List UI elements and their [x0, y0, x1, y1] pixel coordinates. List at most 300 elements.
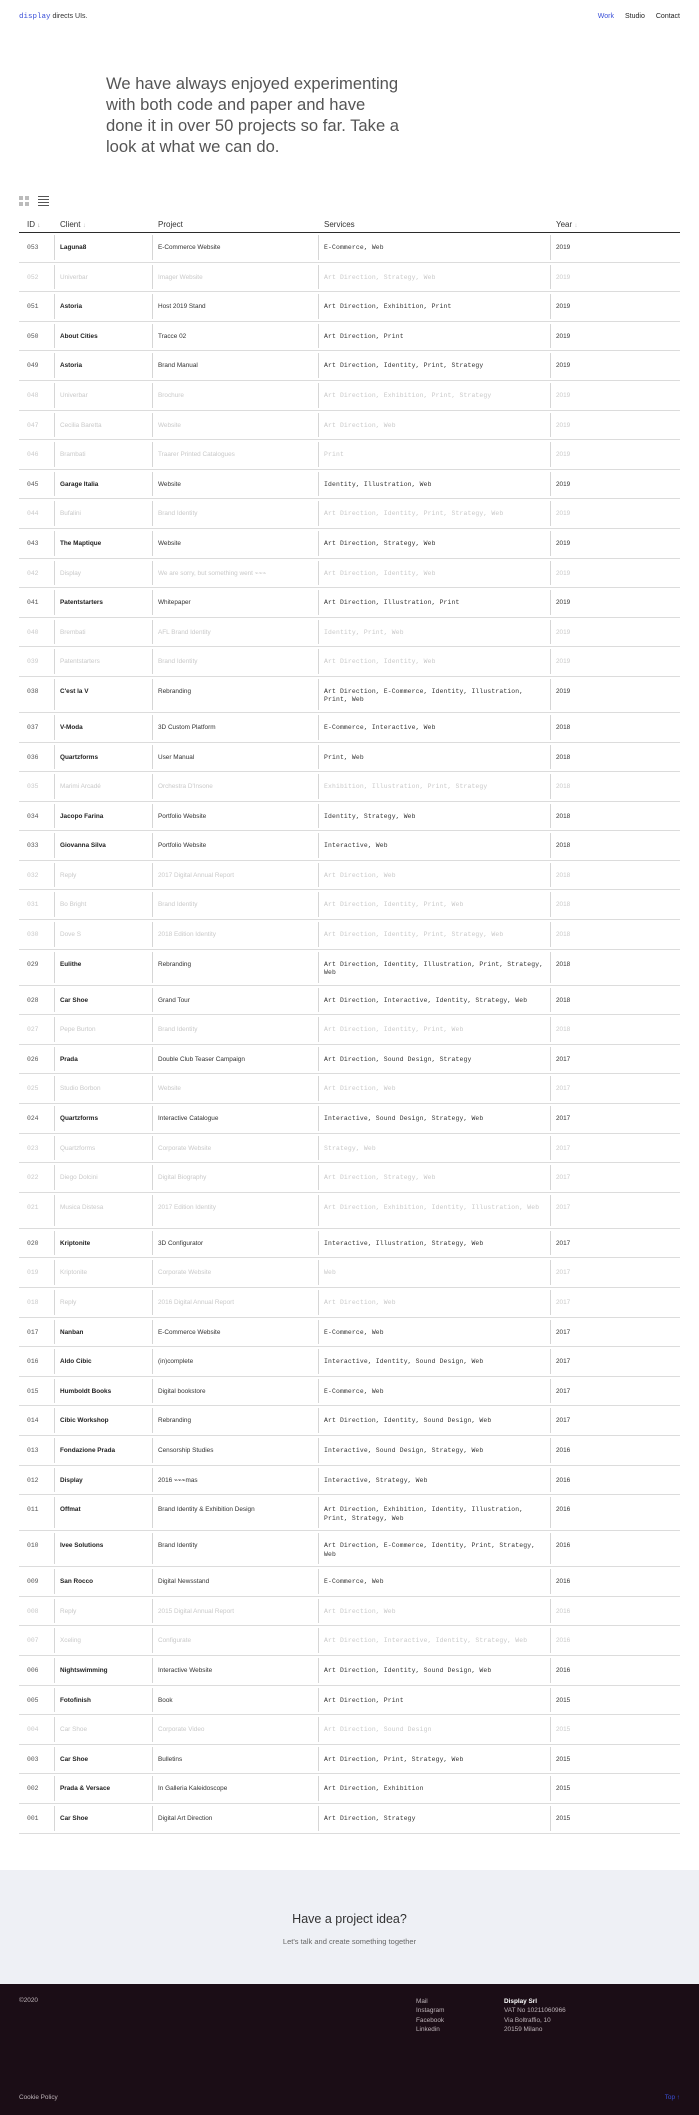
cell-project: In Galleria Kaleidoscope	[158, 1785, 228, 1793]
cell-services: Art Direction, Exhibition	[324, 1785, 424, 1793]
cell-project: AFL Brand Identity	[158, 628, 211, 636]
cell-services: Interactive, Identity, Sound Design, Web	[324, 1358, 484, 1366]
column-divider	[550, 1017, 551, 1042]
table-row[interactable]	[19, 743, 680, 773]
column-divider	[54, 774, 55, 799]
column-divider	[318, 620, 319, 645]
column-divider	[152, 774, 153, 799]
column-divider	[152, 1747, 153, 1772]
cell-id: 026	[27, 1055, 39, 1063]
cell-id: 050	[27, 332, 39, 340]
cell-id: 034	[27, 812, 39, 820]
column-divider	[318, 1136, 319, 1161]
table-body	[19, 233, 680, 1834]
cell-year: 2018	[556, 1026, 571, 1034]
table-row[interactable]	[19, 322, 680, 352]
table-row[interactable]	[19, 713, 680, 743]
cell-id: 030	[27, 931, 39, 939]
table-row[interactable]	[19, 1495, 680, 1531]
table-row[interactable]	[19, 772, 680, 802]
table-row[interactable]	[19, 986, 680, 1016]
cell-id: 022	[27, 1174, 39, 1182]
table-row[interactable]	[19, 1134, 680, 1164]
column-divider	[550, 1106, 551, 1131]
cell-client: Aldo Cibic	[60, 1358, 92, 1366]
cell-id: 043	[27, 539, 39, 547]
column-divider	[54, 1379, 55, 1404]
cell-id: 018	[27, 1299, 39, 1306]
table-row[interactable]	[19, 1804, 680, 1834]
cell-client: Car Shoe	[60, 1755, 89, 1763]
column-divider	[318, 804, 319, 829]
cell-services: Art Direction, Sound Design, Strategy	[324, 1055, 472, 1063]
column-divider	[550, 442, 551, 467]
nav-studio[interactable]: Studio	[625, 13, 645, 20]
column-divider	[152, 1165, 153, 1190]
table-row[interactable]	[19, 1626, 680, 1656]
cell-id: 039	[27, 658, 39, 666]
column-divider	[550, 265, 551, 290]
table-row[interactable]	[19, 802, 680, 832]
column-divider	[54, 1106, 55, 1131]
cell-project: Book	[158, 1696, 173, 1704]
column-divider	[54, 1776, 55, 1801]
column-divider	[318, 1076, 319, 1101]
cell-id: 027	[27, 1026, 39, 1034]
cell-client: Marimi Arcadé	[60, 783, 101, 791]
column-divider	[54, 1747, 55, 1772]
cell-id: 041	[27, 599, 39, 607]
cell-services: Art Direction, Identity, Web	[324, 569, 436, 577]
column-divider	[152, 745, 153, 770]
cell-id: 011	[27, 1506, 39, 1514]
table-row[interactable]	[19, 351, 680, 381]
cell-id: 052	[27, 273, 39, 281]
nav-contact[interactable]: Contact	[655, 13, 680, 20]
cell-services: Interactive, Web	[324, 842, 388, 850]
table-row[interactable]	[19, 831, 680, 861]
column-divider	[318, 1047, 319, 1072]
cell-client: Offmat	[60, 1506, 81, 1514]
table-row[interactable]	[19, 647, 680, 677]
table-row[interactable]	[19, 1104, 680, 1134]
cell-year: 2019	[556, 362, 571, 370]
column-divider	[152, 1320, 153, 1345]
column-divider	[152, 1628, 153, 1653]
column-divider	[550, 1076, 551, 1101]
cell-id: 016	[27, 1358, 39, 1366]
cell-services: Art Direction, Strategy, Web	[324, 1174, 436, 1182]
column-divider	[318, 1806, 319, 1831]
column-divider	[318, 1165, 319, 1190]
column-divider	[54, 988, 55, 1013]
column-divider	[550, 774, 551, 799]
table-row[interactable]	[19, 263, 680, 293]
table-row[interactable]	[19, 559, 680, 589]
cell-year: 2016	[556, 1506, 571, 1514]
column-divider	[550, 1658, 551, 1683]
column-divider	[550, 413, 551, 438]
sort-arrow-icon[interactable]: ↓	[82, 223, 86, 229]
column-divider	[152, 1349, 153, 1374]
company-name: Display Srl	[504, 1998, 538, 2005]
column-divider	[54, 1497, 55, 1528]
table-row[interactable]	[19, 677, 680, 713]
cell-client: Fondazione Prada	[60, 1446, 116, 1454]
footer-link-mail[interactable]: Mail	[416, 1998, 428, 2005]
col-year-header[interactable]: Year ↓	[556, 220, 578, 229]
column-divider	[152, 1688, 153, 1713]
footer	[0, 1984, 699, 2115]
cell-year: 2015	[556, 1696, 571, 1704]
column-divider	[550, 472, 551, 497]
table-row[interactable]	[19, 1567, 680, 1597]
column-divider	[54, 892, 55, 917]
table-row[interactable]	[19, 1715, 680, 1745]
cell-services: Art Direction, Exhibition, Identity, Illustration, Print, Strategy, Web	[324, 1506, 524, 1522]
column-divider	[318, 324, 319, 349]
view-toggles	[19, 196, 49, 207]
table-row[interactable]	[19, 1597, 680, 1627]
column-divider	[54, 620, 55, 645]
column-divider	[318, 1776, 319, 1801]
column-divider	[54, 353, 55, 378]
table-row[interactable]	[19, 950, 680, 986]
column-divider	[54, 1806, 55, 1831]
cell-year: 2016	[556, 1637, 571, 1645]
table-row[interactable]	[19, 1347, 680, 1377]
table-row[interactable]	[19, 1193, 680, 1229]
column-divider	[318, 833, 319, 858]
table-row[interactable]	[19, 1074, 680, 1104]
column-divider	[318, 1658, 319, 1683]
column-divider	[550, 715, 551, 740]
footer-link-facebook[interactable]: Facebook	[416, 2016, 445, 2024]
cell-services: Identity, Print, Web	[324, 628, 404, 636]
cell-year: 2019	[556, 628, 571, 636]
column-divider	[550, 745, 551, 770]
table-row[interactable]	[19, 233, 680, 263]
table-row[interactable]	[19, 1377, 680, 1407]
cta-heading[interactable]: Have a project idea?	[292, 1912, 407, 1926]
column-divider	[152, 1106, 153, 1131]
cell-id: 046	[27, 451, 39, 459]
cell-id: 024	[27, 1115, 39, 1123]
column-divider	[152, 590, 153, 615]
cell-year: 2016	[556, 1476, 571, 1484]
column-divider	[550, 1806, 551, 1831]
column-divider	[152, 1076, 153, 1101]
cell-year: 2017	[556, 1055, 571, 1063]
cell-client: Jacopo Farina	[60, 812, 104, 820]
cell-id: 036	[27, 753, 39, 761]
column-divider	[318, 501, 319, 526]
cell-project: Censorship Studies	[158, 1446, 214, 1454]
cell-id: 048	[27, 391, 39, 399]
cell-year: 2017	[556, 1417, 571, 1425]
column-divider	[318, 922, 319, 947]
cell-project: 2017 Digital Annual Report	[158, 871, 235, 879]
column-divider	[318, 1195, 319, 1226]
column-divider	[550, 952, 551, 983]
column-divider	[318, 1628, 319, 1653]
cell-id: 025	[27, 1085, 39, 1093]
cell-year: 2019	[556, 510, 571, 518]
table-row[interactable]	[19, 1745, 680, 1775]
cell-client: Patentstarters	[60, 599, 103, 607]
cell-year: 2019	[556, 569, 571, 577]
cell-services: E-Commerce, Web	[324, 1328, 384, 1336]
column-divider	[152, 1717, 153, 1742]
column-divider	[550, 1688, 551, 1713]
cell-id: 042	[27, 569, 39, 577]
cell-services: Identity, Illustration, Web	[324, 480, 432, 488]
column-divider	[318, 353, 319, 378]
footer-links	[416, 1997, 444, 2034]
column-divider	[550, 649, 551, 674]
table-row[interactable]	[19, 1318, 680, 1348]
cell-project: E-Commerce Website	[158, 244, 221, 251]
column-divider	[152, 863, 153, 888]
cell-client: Prada	[60, 1055, 78, 1063]
column-divider	[54, 679, 55, 710]
cell-services: Exhibition, Illustration, Print, Strategy	[324, 783, 488, 791]
cell-services: Art Direction, E-Commerce, Identity, Print, Strategy, Web	[324, 1542, 536, 1558]
cell-year: 2018	[556, 871, 571, 879]
footer-link-linkedin[interactable]: Linkedin	[416, 2025, 440, 2033]
column-divider	[152, 1468, 153, 1493]
cell-id: 049	[27, 362, 39, 370]
cell-services: Art Direction, Print	[324, 332, 404, 340]
cell-year: 2017	[556, 1239, 571, 1247]
cell-project: Digital Newsstand	[158, 1578, 210, 1586]
column-divider	[54, 413, 55, 438]
cell-client: Kriptonite	[60, 1239, 91, 1247]
table-row[interactable]	[19, 381, 680, 411]
cell-id: 032	[27, 871, 39, 879]
column-divider	[550, 324, 551, 349]
cell-client: Reply	[60, 871, 77, 879]
column-divider	[54, 715, 55, 740]
sort-arrow-icon[interactable]: ↓	[574, 223, 578, 229]
cell-client: Nightswimming	[60, 1666, 108, 1674]
table-row[interactable]	[19, 470, 680, 500]
nav-work[interactable]: Work	[597, 13, 615, 20]
column-divider	[152, 1290, 153, 1315]
cell-client: Studio Borbon	[60, 1085, 101, 1093]
table-row[interactable]	[19, 1015, 680, 1045]
column-divider	[318, 1533, 319, 1564]
cell-services: Art Direction, Exhibition, Print	[324, 303, 452, 311]
column-divider	[550, 1569, 551, 1594]
back-to-top-link[interactable]: Top ↑	[664, 2094, 680, 2101]
cell-client: Garage Italia	[60, 480, 99, 488]
cell-services: Print, Web	[324, 753, 364, 761]
column-divider	[152, 833, 153, 858]
cell-project: Double Club Teaser Campaign	[158, 1055, 245, 1063]
column-divider	[318, 774, 319, 799]
column-divider	[54, 501, 55, 526]
column-divider	[152, 952, 153, 983]
brand[interactable]	[19, 13, 87, 21]
column-divider	[152, 1195, 153, 1226]
table-row[interactable]	[19, 920, 680, 950]
column-divider	[550, 892, 551, 917]
cell-services: Strategy, Web	[324, 1144, 376, 1152]
cell-id: 031	[27, 901, 39, 909]
table-row[interactable]	[19, 1406, 680, 1436]
cell-services: Identity, Strategy, Web	[324, 812, 416, 820]
cell-project: Orchestra D'Insone	[158, 783, 213, 791]
column-divider	[152, 383, 153, 408]
column-divider	[152, 679, 153, 710]
cell-client: Quartzforms	[60, 753, 98, 761]
cell-client: Car Shoe	[60, 996, 89, 1004]
column-divider	[318, 863, 319, 888]
table-row[interactable]	[19, 890, 680, 920]
table-row[interactable]	[19, 1466, 680, 1496]
table-row[interactable]	[19, 1774, 680, 1804]
grid-view-icon[interactable]	[19, 196, 30, 207]
column-divider	[152, 1017, 153, 1042]
cta-section	[0, 1870, 699, 1984]
column-divider	[54, 590, 55, 615]
cell-project: Grand Tour	[158, 996, 190, 1004]
column-divider	[54, 1658, 55, 1683]
column-divider	[550, 235, 551, 260]
cell-services: Art Direction, Sound Design	[324, 1726, 432, 1734]
cell-year: 2018	[556, 901, 571, 909]
column-divider	[152, 1260, 153, 1285]
column-divider	[54, 472, 55, 497]
col-project-header: Project	[158, 220, 183, 229]
column-divider	[152, 265, 153, 290]
cell-id: 021	[27, 1203, 39, 1211]
cell-id: 009	[27, 1578, 39, 1586]
cell-year: 2018	[556, 753, 571, 761]
cell-project: Digital Biography	[158, 1174, 207, 1182]
column-divider	[318, 988, 319, 1013]
table-row[interactable]	[19, 1163, 680, 1193]
column-divider	[550, 1349, 551, 1374]
cell-client: Brambati	[60, 451, 86, 459]
cell-services: Art Direction, Print, Strategy, Web	[324, 1755, 464, 1763]
table-row[interactable]	[19, 529, 680, 559]
cell-id: 014	[27, 1417, 39, 1425]
column-divider	[550, 1136, 551, 1161]
cell-services: Art Direction, Identity, Print, Web	[324, 1026, 464, 1034]
column-divider	[550, 590, 551, 615]
cell-services: Art Direction, Interactive, Identity, Strategy, Web	[324, 996, 528, 1004]
col-id-header[interactable]: ID ↓	[27, 220, 41, 229]
table-row[interactable]	[19, 440, 680, 470]
table-row[interactable]	[19, 1045, 680, 1075]
sort-arrow-icon[interactable]: ↓	[37, 223, 41, 229]
cell-id: 045	[27, 480, 39, 488]
column-divider	[54, 235, 55, 260]
list-view-icon[interactable]	[38, 196, 49, 207]
column-divider	[152, 1806, 153, 1831]
cell-project: We are sorry, but something went ⌁⌁⌁	[158, 569, 267, 577]
footer-link-instagram[interactable]: Instagram	[416, 2007, 445, 2015]
cell-client: V-Moda	[60, 723, 83, 731]
table-row[interactable]	[19, 1656, 680, 1686]
table-row[interactable]	[19, 588, 680, 618]
cell-client: Ivee Solutions	[60, 1542, 104, 1550]
column-divider	[54, 1290, 55, 1315]
table-row[interactable]	[19, 1288, 680, 1318]
column-divider	[54, 952, 55, 983]
column-divider	[318, 531, 319, 556]
cell-id: 037	[27, 723, 39, 731]
column-divider	[550, 1497, 551, 1528]
table-row[interactable]	[19, 1229, 680, 1259]
column-divider	[54, 1195, 55, 1226]
cell-year: 2018	[556, 783, 571, 791]
column-divider	[152, 501, 153, 526]
column-divider	[318, 715, 319, 740]
column-divider	[152, 1136, 153, 1161]
cell-project: Brand Identity & Exhibition Design	[158, 1506, 255, 1514]
cell-project: Brand Identity	[158, 1542, 198, 1550]
logo[interactable]: display	[19, 13, 51, 21]
cell-services: Interactive, Sound Design, Strategy, Web	[324, 1446, 484, 1454]
column-divider	[318, 745, 319, 770]
column-divider	[318, 1320, 319, 1345]
table-row[interactable]	[19, 618, 680, 648]
column-divider	[550, 1747, 551, 1772]
table-row[interactable]	[19, 1258, 680, 1288]
column-divider	[318, 1497, 319, 1528]
column-divider	[54, 383, 55, 408]
table-row[interactable]	[19, 499, 680, 529]
column-divider	[54, 1599, 55, 1624]
cell-project: Rebranding	[158, 1417, 192, 1425]
col-client-header[interactable]: Client ↓	[60, 220, 86, 229]
column-divider	[54, 922, 55, 947]
cell-project: Portfolio Website	[158, 842, 207, 850]
table-row[interactable]	[19, 292, 680, 322]
cell-services: Art Direction, Identity, Sound Design, Web	[324, 1417, 492, 1425]
column-divider	[54, 1688, 55, 1713]
cell-client: Cecilia Baretta	[60, 421, 102, 429]
tagline: directs UIs.	[52, 13, 88, 20]
cell-year: 2016	[556, 1446, 571, 1454]
cell-year: 2017	[556, 1328, 571, 1336]
cell-year: 2019	[556, 451, 571, 459]
column-divider	[54, 1136, 55, 1161]
table-row[interactable]	[19, 861, 680, 891]
cell-client: Reply	[60, 1299, 77, 1306]
column-divider	[318, 383, 319, 408]
cell-client: Laguna8	[60, 244, 87, 251]
table-row[interactable]	[19, 1686, 680, 1716]
cell-client: Quartzforms	[60, 1115, 98, 1123]
table-row[interactable]	[19, 1531, 680, 1567]
cell-client: Eulithe	[60, 960, 82, 968]
column-divider	[54, 1260, 55, 1285]
column-divider	[550, 1165, 551, 1190]
cell-project: Corporate Website	[158, 1144, 212, 1152]
column-divider	[318, 442, 319, 467]
cell-project: Brand Identity	[158, 901, 198, 909]
column-divider	[54, 1349, 55, 1374]
cell-client: Patentstarters	[60, 658, 100, 666]
table-row[interactable]	[19, 1436, 680, 1466]
cookie-policy-link[interactable]: Cookie Policy	[19, 2094, 58, 2101]
table-row[interactable]	[19, 411, 680, 441]
cell-id: 035	[27, 783, 39, 791]
